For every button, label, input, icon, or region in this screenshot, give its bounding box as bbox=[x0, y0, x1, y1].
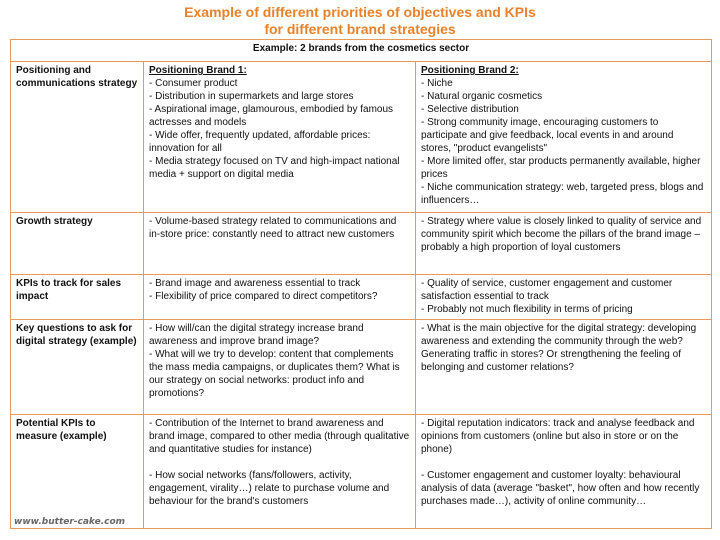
cell-line: - Niche communication strategy: web, targeted press, blogs and influencers… bbox=[421, 182, 704, 206]
cell-line: - How will/can the digital strategy increase brand awareness and improve brand image? bbox=[149, 323, 364, 347]
row-label: Positioning and communications strategy bbox=[11, 62, 144, 213]
cell-line: - More limited offer, star products permanently available, higher prices bbox=[421, 156, 701, 180]
brand2-cell bbox=[416, 320, 712, 415]
brand2-cell bbox=[416, 275, 712, 320]
cell-line: - Consumer product bbox=[149, 78, 238, 89]
cell-line: - What will we try to develop: content that complements the mass media campaigns, or duplicates them? What is our strategy on social networks: product info and promotions? bbox=[149, 349, 400, 399]
brand1-heading: Positioning Brand 1: bbox=[149, 65, 247, 76]
cell-line: - Niche bbox=[421, 78, 453, 89]
brand2-cell bbox=[416, 62, 712, 213]
brand1-cell bbox=[144, 275, 416, 320]
cell-line: - Customer engagement and customer loyalty: behavioural analysis of data (average "basket", how often and how recently purchases made…), activity of online community… bbox=[421, 470, 700, 507]
watermark-text: www.butter-cake.com bbox=[14, 517, 126, 527]
cell-line: - Selective distribution bbox=[421, 104, 519, 115]
cell-line: - Wide offer, frequently updated, affordable prices: innovation for all bbox=[149, 130, 371, 154]
cell-spacer bbox=[149, 456, 410, 469]
row-label: Potential KPIs to measure (example) bbox=[11, 415, 144, 529]
cell-spacer bbox=[421, 456, 706, 469]
cell-line: - Flexibility of price compared to direct competitors? bbox=[149, 291, 378, 302]
row-label: Growth strategy bbox=[11, 213, 144, 275]
cell-line: - Contribution of the Internet to brand awareness and brand image, compared to other media (through qualitative and quantitative studies for instance) bbox=[149, 418, 410, 455]
table-row bbox=[11, 213, 712, 275]
cell-line: - Probably not much flexibility in terms of pricing bbox=[421, 304, 633, 315]
table-row bbox=[11, 320, 712, 415]
cell-line: - Media strategy focused on TV and high-impact national media + support on digital media bbox=[149, 156, 400, 180]
row-label: KPIs to track for sales impact bbox=[11, 275, 144, 320]
brand2-cell bbox=[416, 213, 712, 275]
cell-line: - Strong community image, encouraging customers to participate and give feedback, local events in and around stores, "product evangelists" bbox=[421, 117, 674, 154]
brand1-cell bbox=[144, 415, 416, 529]
title-line-1: Example of different priorities of objectives and KPIs bbox=[184, 4, 536, 20]
cell-line: - Digital reputation indicators: track and analyse feedback and opinions from customers (online but also in store or on the phone) bbox=[421, 418, 695, 455]
cell-line: - Aspirational image, glamourous, embodied by famous actresses and models bbox=[149, 104, 394, 128]
brand2-cell bbox=[416, 415, 712, 529]
cell-line: - How social networks (fans/followers, activity, engagement, virality…) relate to purchase volume and behaviour for the brand's customers bbox=[149, 470, 390, 507]
table-row bbox=[11, 415, 712, 529]
table-row bbox=[11, 275, 712, 320]
comparison-table bbox=[10, 39, 712, 529]
table-header: Example: 2 brands from the cosmetics sector bbox=[11, 40, 712, 62]
cell-line: - Brand image and awareness essential to track bbox=[149, 278, 361, 289]
cell-line: - Quality of service, customer engagement and customer satisfaction essential to track bbox=[421, 278, 673, 302]
table-row bbox=[11, 62, 712, 213]
cell-line: - Natural organic cosmetics bbox=[421, 91, 543, 102]
cell-line: - Volume-based strategy related to communications and in-store price: constantly need to attract new customers bbox=[149, 216, 397, 240]
brand1-cell bbox=[144, 213, 416, 275]
row-label: Key questions to ask for digital strategy (example) bbox=[11, 320, 144, 415]
brand1-cell bbox=[144, 62, 416, 213]
cell-line: - Strategy where value is closely linked to quality of service and community spirit which become the pillars of the brand image – probably a high proportion of loyal customers bbox=[421, 216, 702, 253]
cell-line: - What is the main objective for the digital strategy: developing awareness and extending the community through the web? Generating traffic in stores? Or strengthening the feeling of belonging and customer relations? bbox=[421, 323, 697, 373]
cell-line: - Distribution in supermarkets and large stores bbox=[149, 91, 354, 102]
title-line-2: for different brand strategies bbox=[264, 21, 456, 37]
brand1-cell bbox=[144, 320, 416, 415]
page-title bbox=[0, 4, 720, 38]
brand2-heading: Positioning Brand 2: bbox=[421, 65, 519, 76]
